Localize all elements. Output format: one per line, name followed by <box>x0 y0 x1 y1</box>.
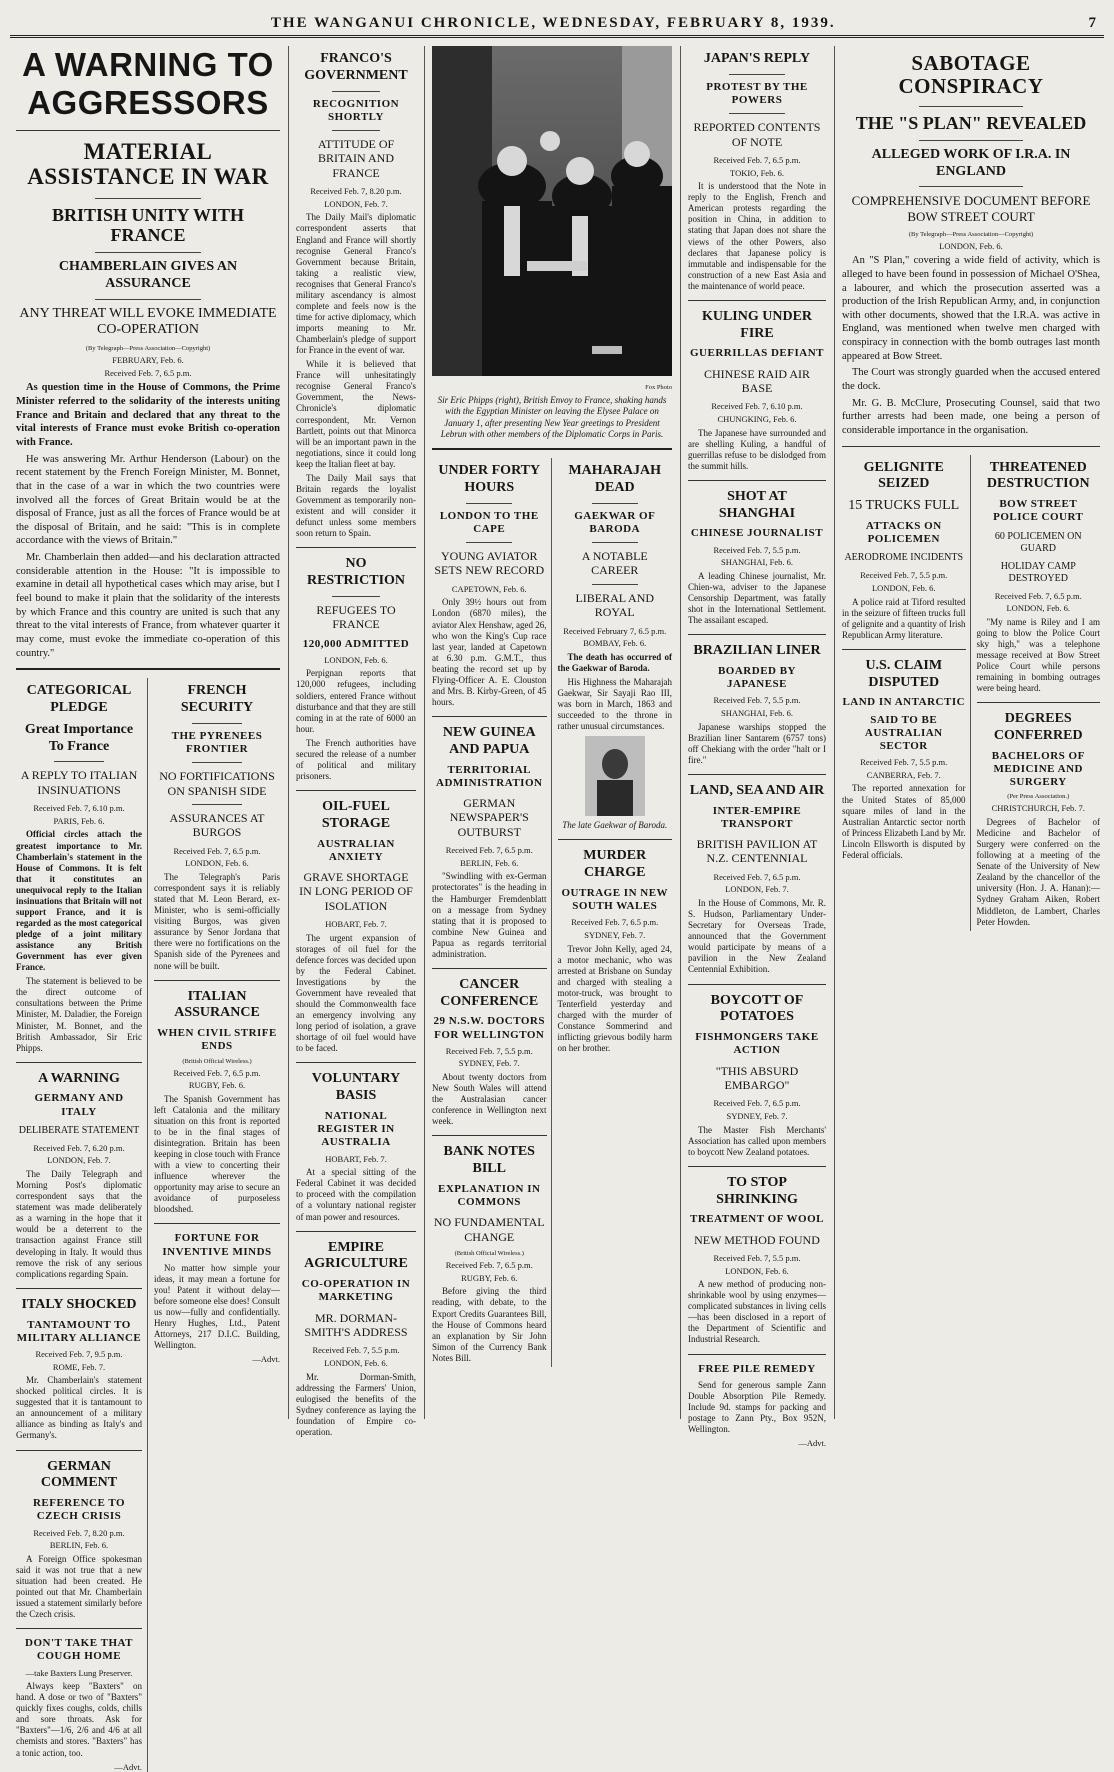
italy-shocked-dateline: ROME, Feb. 7. <box>52 1361 106 1372</box>
new-guinea-received: Received Feb. 7, 6.5 p.m. <box>445 845 533 856</box>
lead-headline: MATERIAL ASSISTANCE IN WAR <box>27 139 269 190</box>
under-forty-paragraph: Only 39½ hours out from London (6870 miles), the aviator Alex Henshaw, aged 26, who won the King's Cup race last year, landed at Capetown at 6.30 p.m. G.M.T., thus beating the record set up by Flying-Officer A. E. Clouston and Mrs. B. Kirby-Green, of 45 hours. <box>432 597 547 707</box>
oil-fuel-headline: OIL-FUEL STORAGE <box>321 799 391 831</box>
threatened-dateline: LONDON, Feb. 6. <box>1006 603 1070 614</box>
us-claim-deck: SAID TO BE AUSTRALIAN SECTOR <box>864 713 943 753</box>
french-security-deck-2: ASSURANCES AT BURGOS <box>169 810 265 840</box>
boycott-subheadline: FISHMONGERS TAKE ACTION <box>695 1031 819 1057</box>
degrees-headline: DEGREES CONFERRED <box>993 711 1083 744</box>
shanghai-paragraph: A leading Chinese journalist, Mr. Chien-wa, adviser to the Japanese Censorship Department, was fatally shot in the International Settlement. The assailant escaped. <box>688 570 826 626</box>
italy-shocked-headline: ITALY SHOCKED <box>21 1296 137 1312</box>
german-comment-subheadline: REFERENCE TO CZECH CRISIS <box>32 1497 126 1523</box>
us-claim-headline: U.S. CLAIM DISPUTED <box>865 657 943 690</box>
gelignite-subheadline: 15 TRUCKS FULL <box>848 498 960 514</box>
shanghai-received: Received Feb. 7, 5.5 p.m. <box>713 544 801 555</box>
brazilian-dateline: SHANGHAI, Feb. 6. <box>720 708 793 719</box>
german-comment-dateline: BERLIN, Feb. 6. <box>49 1540 109 1551</box>
us-claim-subheadline: LAND IN ANTARCTIC <box>842 696 966 709</box>
bank-notes-paragraph: Before giving the third reading, with debate, to the Export Credits Guarantees Bill, the House of Commons heard an explanation by Sir John Simon of the Currency Bank Notes Bill. <box>432 1286 547 1363</box>
cancer-dateline: SYDNEY, Feb. 7. <box>458 1058 520 1069</box>
kuling-deck: CHINESE RAID AIR BASE <box>703 366 810 395</box>
bank-notes-deck: NO FUNDAMENTAL CHANGE <box>433 1215 545 1244</box>
boycott-received: Received Feb. 7, 6.5 p.m. <box>713 1098 801 1109</box>
degrees-paragraph: Degrees of Bachelor of Medicine and Bachelor of Surgery were conferred on the following at a meeting of the Senate of the University of New Zealand by the chancellor of the university (Hon. J. A. Hanan):—Sydney Graham Aiken, Robert Middleton, de Lambert, Charles Peter Howden. <box>976 817 1100 927</box>
shrinking-subheadline: TREATMENT OF WOOL <box>689 1213 824 1226</box>
masthead-title: THE WANGANUI CHRONICLE, WEDNESDAY, FEBRUARY 8, 1939. <box>270 15 836 31</box>
pile-ad-body: Send for generous sample Zann Double Absorption Pile Remedy. Include 9d. stamps for packing and postage to Zann Pty., Box 952N, Wellington. <box>688 1379 826 1434</box>
boycott-paragraph: The Master Fish Merchants' Association has called upon members to boycott New Zealand potatoes. <box>688 1124 826 1157</box>
column-2 <box>290 46 422 1437</box>
new-guinea-paragraph: "Swindling with ex-German protectorates" is the heading in the Hamburger Fremdenblatt on a message from Sydney stating that it is proposed to combine New Guinea and Papua as regards territorial administration. <box>432 871 547 959</box>
cough-advertisement <box>16 1637 142 1772</box>
german-comment-received: Received Feb. 7, 8.20 p.m. <box>33 1527 125 1538</box>
photo-image <box>432 46 672 376</box>
degrees-dateline: CHRISTCHURCH, Feb. 7. <box>991 803 1085 814</box>
cough-ad-tag: —Advt. <box>114 1761 142 1772</box>
voluntary-subheadline: NATIONAL REGISTER IN AUSTRALIA <box>317 1110 395 1149</box>
sabotage-deck: ALLEGED WORK OF I.R.A. IN ENGLAND <box>871 146 1071 179</box>
sabotage-headline: SABOTAGE CONSPIRACY <box>898 51 1044 99</box>
franco-dateline: LONDON, Feb. 7. <box>324 198 388 209</box>
under-forty-dateline: CAPETOWN, Feb. 6. <box>451 583 527 594</box>
murder-dateline: SYDNEY, Feb. 7. <box>584 930 646 941</box>
degrees-credit: (Per Press Association.) <box>1007 793 1070 801</box>
boycott-headline: BOYCOTT OF POTATOES <box>710 992 804 1025</box>
empire-agri-dateline: LONDON, Feb. 6. <box>324 1357 388 1368</box>
oil-fuel-deck: GRAVE SHORTAGE IN LONG PERIOD OF ISOLATION <box>299 869 413 913</box>
inventive-ad-body: No matter how simple your ideas, it may mean a fortune for you! Patent it without delay—before someone else does! Consult us now—fully and confidentially. Henry Hughes, Ltd., Patent Attorneys, 217 D.I.C. Building, Wellington. <box>154 1262 280 1351</box>
lead-subheadline: BRITISH UNITY WITH FRANCE <box>51 204 245 246</box>
inventive-ad-headline: FORTUNE FOR INVENTIVE MINDS <box>162 1232 272 1258</box>
oil-fuel-dateline: HOBART, Feb. 7. <box>325 919 387 930</box>
cancer-received: Received Feb. 7, 5.5 p.m. <box>445 1045 533 1056</box>
voluntary-headline: VOLUNTARY BASIS <box>311 1071 401 1104</box>
gelignite-received: Received Feb. 7, 5.5 p.m. <box>860 570 948 581</box>
threatened-deck: 60 POLICEMEN ON GUARD <box>994 530 1082 554</box>
lead-column <box>10 46 286 1772</box>
kuling-subheadline: GUERRILLAS DEFIANT <box>690 347 824 360</box>
warning-subheadline: GERMANY AND ITALY <box>34 1092 124 1118</box>
shanghai-subheadline: CHINESE JOURNALIST <box>690 527 824 540</box>
no-restriction-paragraph: The French authorities have secured the release of a number of political and military prisoners. <box>296 737 416 781</box>
kuling-dateline: CHUNGKING, Feb. 6. <box>717 414 797 425</box>
under-forty-deck: YOUNG AVIATOR SETS NEW RECORD <box>434 548 545 578</box>
italy-shocked-received: Received Feb. 7, 9.5 p.m. <box>35 1348 123 1359</box>
land-sea-air-dateline: LONDON, Feb. 7. <box>725 884 789 895</box>
land-sea-air-headline: LAND, SEA AND AIR <box>689 782 825 798</box>
categorical-subheadline: Great Importance To France <box>24 721 134 754</box>
categorical-paragraph: The statement is believed to be the direct outcome of consultations between the Prime Minister, M. Daladier, the Foreign Minister, M. Bonnet, and the British Ambassador, Sir Eric Phipps. <box>16 976 142 1053</box>
empire-agri-subheadline: CO-OPERATION IN MARKETING <box>301 1278 411 1304</box>
cough-ad-headline: DON'T TAKE THAT COUGH HOME <box>25 1637 133 1663</box>
franco-received: Received Feb. 7, 8.20 p.m. <box>310 186 402 197</box>
kuling-received: Received Feb. 7, 6.10 p.m. <box>711 401 803 412</box>
us-claim-received: Received Feb. 7, 5.5 p.m. <box>860 757 948 768</box>
voluntary-paragraph: At a special sitting of the Federal Cabinet it was decided to proceed with the compilation of a voluntary national register of man power and resources. <box>296 1167 416 1222</box>
italian-assurance-subheadline: WHEN CIVIL STRIFE ENDS <box>157 1027 277 1053</box>
maharajah-subheadline: GAEKWAR OF BARODA <box>574 509 656 535</box>
no-restriction-deck: REFUGEES TO FRANCE <box>316 602 396 632</box>
warning-paragraph: The Daily Telegraph and Morning Post's diplomatic correspondent says that the statement was made deliberately as a warning in the hope that it would be a deterrent to the transaction against France still developing in Italy. It would thus remove the risk of any serious complications regarding Spain. <box>16 1169 142 1279</box>
center-right-column <box>558 458 673 1367</box>
new-guinea-headline: NEW GUINEA AND PAPUA <box>442 725 536 757</box>
gelignite-deck: ATTACKS ON POLICEMEN <box>865 520 942 546</box>
murder-received: Received Feb. 7, 6.5 p.m. <box>571 917 659 928</box>
lead-subcolumns <box>16 678 280 1772</box>
new-guinea-deck: GERMAN NEWSPAPER'S OUTBURST <box>449 795 529 839</box>
banner-headline: A WARNING TO AGGRESSORS <box>22 46 274 121</box>
shrinking-received: Received Feb. 7, 5.5 p.m. <box>713 1252 801 1263</box>
empire-agri-paragraph: Mr. Dorman-Smith, addressing the Farmers' Union, eulogised the benefits of the Sydney conference as laying the foundation of Empire co-operation. <box>296 1371 416 1437</box>
threatened-headline: THREATENED DESTRUCTION <box>986 459 1090 492</box>
us-claim-dateline: CANBERRA, Feb. 7. <box>866 769 941 780</box>
under-forty-subheadline: LONDON TO THE CAPE <box>439 509 539 535</box>
right-left-column <box>842 455 971 931</box>
shrinking-paragraph: A new method of producing non-shrinkable wool by using enzymes—complicated substances in living cells—has been disclosed in a report of the Department of Scientific and Industrial Research. <box>688 1279 826 1345</box>
news-photo <box>432 46 672 440</box>
italian-assurance-received: Received Feb. 7, 6.5 p.m. <box>173 1067 261 1078</box>
threatened-subheadline: BOW STREET POLICE COURT <box>993 498 1084 524</box>
categorical-received: Received Feb. 7, 6.10 p.m. <box>33 803 125 814</box>
bank-notes-headline: BANK NOTES BILL <box>443 1144 535 1177</box>
sabotage-paragraph: Mr. G. B. McClure, Prosecuting Counsel, said that two further arrests had been made, one being a person of considerable importance in the organisation. <box>842 397 1100 436</box>
kuling-headline: KULING UNDER FIRE <box>701 308 813 341</box>
franco-paragraph: The Daily Mail's diplomatic correspondent asserts that England and France will shortly recognise General Franco's Government because Britain, taking a realistic view, recognises that General Franco's military ascendancy is almost complete and feels now is the time for active diplomacy, which imports meaning to Mr. Chamberlain's pledge of support for France in the event of war. <box>296 212 416 356</box>
maharajah-paragraph: His Highness the Maharajah Gaekwar, Sir Sayaji Rao III, was born in March, 1863 and succeeded to the throne in rather unusual circumstances. <box>557 676 672 732</box>
maharajah-dateline: BOMBAY, Feb. 6. <box>583 638 647 649</box>
threatened-paragraph: "My name is Riley and I am going to blow the Police Court sky high," was a telephone message received at Bow Street Police Court while persons remaining in bombing outrages were being heard. <box>976 616 1100 694</box>
gelignite-dateline: LONDON, Feb. 6. <box>871 583 936 593</box>
warning-received: Received Feb. 7, 6.20 p.m. <box>33 1142 125 1153</box>
maharajah-deck: A NOTABLE CAREER <box>581 548 648 578</box>
lead-deck: CHAMBERLAIN GIVES AN ASSURANCE <box>58 258 238 291</box>
french-security-deck: NO FORTIFICATIONS ON SPANISH SIDE <box>159 769 275 798</box>
sabotage-credit: (By Telegraph—Press Association—Copyright) <box>908 230 1034 238</box>
column-5 <box>682 46 832 1449</box>
page-number: 7 <box>1088 15 1096 31</box>
brazilian-received: Received Feb. 7, 5.5 p.m. <box>713 695 801 706</box>
franco-paragraph: While it is believed that France will unhesitatingly recognise General Franco's Government, the News-Chronicle's diplomatic correspondent, Mr. Vernon Bartlett, points out that Minorca will be an important pawn in the negotiations, since it could long keep the Italian fleet at bay. <box>296 359 416 469</box>
land-sea-air-subheadline: INTER-EMPIRE TRANSPORT <box>712 804 802 830</box>
degrees-subheadline: BACHELORS OF MEDICINE AND SURGERY <box>991 749 1085 789</box>
brazilian-subheadline: BOARDED BY JAPANESE <box>717 665 797 691</box>
cancer-paragraph: About twenty doctors from New South Wales will attend the Australasian cancer conference in Wellington next week. <box>432 1072 547 1127</box>
maharajah-headline: MAHARAJAH DEAD <box>568 463 662 495</box>
french-security-paragraph: The Telegraph's Paris correspondent says it is reliably stated that M. Leon Berard, ex-Minister, who is semi-officially visiting Burgos, was given assurance by Senor Jordana that there were no fortifications on the Spanish side of the Pyrenees and none will be built. <box>154 872 280 971</box>
maharajah-deck-2: LIBERAL AND ROYAL <box>575 590 655 620</box>
murder-subheadline: OUTRAGE IN NEW SOUTH WALES <box>561 887 669 913</box>
center-left-column <box>432 458 552 1367</box>
shrinking-dateline: LONDON, Feb. 6. <box>725 1265 789 1276</box>
lead-received: Received Feb. 7, 6.5 p.m. <box>104 367 192 378</box>
lead-paragraph: Mr. Chamberlain then added—and his declaration attracted considerable attention in the House: "It is impossible to examine in detail all hypothetical cases which may arise, but I feel bound to make it plain that the solidarity of the interests by which France and this country are united is such that any threat to the vital interests of France, from whatever quarter it may come, must evoke the immediate co-operation of this country." <box>16 552 280 659</box>
land-sea-air-deck: BRITISH PAVILION AT N.Z. CENTENNIAL <box>696 837 818 866</box>
categorical-headline: CATEGORICAL PLEDGE <box>26 683 132 716</box>
subcolumn-left <box>16 678 148 1772</box>
center-subcolumns <box>432 458 672 1367</box>
maharajah-caption: The late Gaekwar of Baroda. <box>562 820 668 831</box>
land-sea-air-paragraph: In the House of Commons, Mr. R. S. Hudson, Parliamentary Under-Secretary for Overseas Trade, announced that the Government would participate by means of a pavilion in the New Zealand Centennial Exhibition. <box>688 898 826 975</box>
italy-shocked-subheadline: TANTAMOUNT TO MILITARY ALLIANCE <box>16 1318 142 1344</box>
categorical-paragraph: Official circles attach the greatest importance to Mr. Chamberlain's statement in the House of Commons. It is felt that it constitutes an unequivocal reply to the Italian insinuations that Britain will not support France, and it is regarded as the most categorical pledge of a joint military assistance any British Government has ever given France. <box>16 829 142 973</box>
cough-ad-line: —take Baxters Lung Preserver. <box>25 1667 133 1678</box>
franco-paragraph: The Daily Mail says that Britain regards the loyalist Government as temporarily non-existent and will consider it defunct unless some members soon return to Spain. <box>296 472 416 539</box>
warning-dateline: LONDON, Feb. 7. <box>47 1155 111 1166</box>
warning-deck: DELIBERATE STATEMENT <box>18 1124 140 1136</box>
cancer-subheadline: 29 N.S.W. DOCTORS FOR WELLINGTON <box>433 1015 545 1041</box>
french-security-dateline: LONDON, Feb. 6. <box>185 858 249 869</box>
shrinking-headline: TO STOP SHRINKING <box>716 1174 798 1207</box>
land-sea-air-received: Received Feb. 7, 6.5 p.m. <box>713 871 801 882</box>
gelignite-headline: GELIGNITE SEIZED <box>863 459 944 492</box>
threatened-deck-2: HOLIDAY CAMP DESTROYED <box>1000 560 1076 584</box>
italian-assurance-dateline: RUGBY, Feb. 6. <box>188 1080 246 1091</box>
warning-headline: A WARNING <box>38 1070 120 1086</box>
murder-paragraph: Trevor John Kelly, aged 24, a motor mechanic, who was arrested at Brisbane on Sunday and charged with stealing a motor-truck, was brought to Tenterfield yesterday and charged with the murder of Constance Sommerind and inflicting grievous bodily harm on her brother. <box>557 943 672 1054</box>
french-security-headline: FRENCH SECURITY <box>180 683 254 716</box>
oil-fuel-subheadline: AUSTRALIAN ANXIETY <box>317 837 395 863</box>
lead-paragraph: He was answering Mr. Arthur Henderson (Labour) on the recent statement by the French Foreign Minister, M. Bonnet, that in the case of a war in which the two countries were involved all the forces of Great Britain would be at the disposal of France, just as all the forces of France would be at the disposal of Britain, and he said: "This is in complete accordance with the views of Britain." <box>16 453 280 547</box>
categorical-dateline: PARIS, Feb. 6. <box>53 815 105 826</box>
subcolumn-right <box>154 678 280 1772</box>
threatened-received: Received Feb. 7, 6.5 p.m. <box>994 590 1082 601</box>
categorical-deck: A REPLY TO ITALIAN INSINUATIONS <box>20 768 138 797</box>
maharajah-paragraph: The death has occurred of the Gaekwar of Baroda. <box>557 651 672 673</box>
under-forty-headline: UNDER FORTY HOURS <box>438 463 541 495</box>
empire-agri-headline: EMPIRE AGRICULTURE <box>304 1239 408 1272</box>
cancer-headline: CANCER CONFERENCE <box>440 976 539 1009</box>
inventive-advertisement <box>154 1232 280 1365</box>
right-block <box>836 46 1106 1419</box>
no-restriction-paragraph: Perpignan reports that 120,000 refugees, including soldiers, entered France without disturbance and that they are still coming in at the rate of 6000 an hour. <box>296 668 416 734</box>
italian-assurance-paragraph: The Spanish Government has left Catalonia and the military situation on this front is reported to be in the final stages of disintegration. Britain has been keeping in close touch with France with a view to concerting their influence wherever the opportunity may arise to secure an avoidance of purposeless bloodshed. <box>154 1093 280 1215</box>
lead-paragraph: As question time in the House of Commons, the Prime Minister referred to the solidarity of the interests uniting France and Britain and declared that any threat to the vital interests of France must evoke British co-operation with France. <box>16 382 280 448</box>
brazilian-headline: BRAZILIAN LINER <box>693 643 821 659</box>
us-claim-paragraph: The reported annexation for the United States of 85,000 square miles of land in the Australian Antarctic sector north of Princess Elizabeth Land by Mr. Lincoln Ellsworth is disputed by Federal officials. <box>842 783 966 860</box>
sabotage-deck-2: COMPREHENSIVE DOCUMENT BEFORE BOW STREET COURT <box>851 193 1091 225</box>
italian-assurance-credit: (British Official Wireless.) <box>182 1057 252 1065</box>
gelignite-deck-2: AERODROME INCIDENTS <box>844 552 964 564</box>
kuling-paragraph: The Japanese have surrounded and are shelling Kuling, a handful of guerrillas refuse to be dislodged from the summit hills. <box>688 427 826 471</box>
bank-notes-subheadline: EXPLANATION IN COMMONS <box>438 1183 541 1209</box>
empire-agri-deck: MR. DORMAN-SMITH'S ADDRESS <box>304 1310 408 1339</box>
japans-reply-deck: REPORTED CONTENTS OF NOTE <box>693 120 821 149</box>
no-restriction-headline: NO RESTRICTION <box>306 556 406 588</box>
lead-dateline: FEBRUARY, Feb. 6. <box>112 355 184 366</box>
shrinking-deck: NEW METHOD FOUND <box>694 1232 820 1247</box>
masthead <box>10 8 1104 38</box>
japans-reply-paragraph: It is understood that the Note in reply to the English, French and American protests regarding the position in China, in addition to stating that Japan does not share the views of the other Powers, also declares that Japanese policy is immutable and indispensable for the construction of a new East Asia and the maintenance of world peace. <box>688 181 826 291</box>
bank-notes-received: Received Feb. 7, 6.5 p.m. <box>445 1260 533 1271</box>
shanghai-dateline: SHANGHAI, Feb. 6. <box>720 557 793 568</box>
oil-fuel-paragraph: The urgent expansion of storages of oil fuel for the defence forces was decided upon by the Federal Cabinet. Investigations by the Government have revealed that should the Commonwealth face an emergency involving any long period of isolation, a grave shortage of oil fuel would have to be faced. <box>296 932 416 1054</box>
lead-deck-2: ANY THREAT WILL EVOKE IMMEDIATE CO-OPERATION <box>19 305 277 338</box>
franco-deck: ATTITUDE OF BRITAIN AND FRANCE <box>317 136 395 180</box>
inventive-ad-tag: —Advt. <box>252 1354 280 1365</box>
photo-caption: Sir Eric Phipps (right), British Envoy to France, shaking hands with the Egyptian Minister on leaving the Elysee Palace on January 1, after presenting New Year greetings to President Lebrun with other members of the Diplomatic Corps in Paris. <box>437 395 667 439</box>
franco-headline: FRANCO'S GOVERNMENT <box>304 51 408 83</box>
new-guinea-subheadline: TERRITORIAL ADMINISTRATION <box>436 763 543 789</box>
german-comment-paragraph: A Foreign Office spokesman said it was not true that a new situation had been created. He pointed out that Mr. Chamberlain issued a statement similarly before the Czech crisis. <box>16 1553 142 1620</box>
pile-ad-headline: FREE PILE REMEDY <box>698 1362 816 1375</box>
no-restriction-dateline: LONDON, Feb. 6. <box>324 654 388 665</box>
japans-reply-dateline: TOKIO, Feb. 6. <box>730 167 784 178</box>
maharajah-received: Received February 7, 6.5 p.m. <box>563 625 667 636</box>
gelignite-paragraph: A police raid at Tiford resulted in the seizure of fifteen trucks full of gelignite and a quantity of Irish Republican Army literature. <box>842 596 966 640</box>
brazilian-paragraph: Japanese warships stopped the Brazilian liner Santarem (6757 tons) off Chekiang with the order "halt or I fire." <box>688 721 826 765</box>
right-subcolumns <box>842 455 1100 931</box>
german-comment-headline: GERMAN COMMENT <box>40 1458 118 1491</box>
voluntary-dateline: HOBART, Feb. 7. <box>325 1153 387 1164</box>
bank-notes-dateline: RUGBY, Feb. 6. <box>461 1272 518 1283</box>
boycott-deck: "THIS ABSURD EMBARGO" <box>715 1063 799 1092</box>
sabotage-subheadline: THE "S PLAN" REVEALED <box>855 113 1087 134</box>
italian-assurance-headline: ITALIAN ASSURANCE <box>174 988 260 1021</box>
bank-notes-credit: (British Official Wireless.) <box>454 1250 524 1258</box>
no-restriction-subheadline: 120,000 ADMITTED <box>302 637 410 650</box>
new-guinea-dateline: BERLIN, Feb. 6. <box>460 857 519 868</box>
empire-agri-received: Received Feb. 7, 5.5 p.m. <box>312 1345 400 1356</box>
right-right-column <box>977 455 1101 931</box>
cough-ad-body: Always keep "Baxters" on hand. A dose or two of "Baxters" quickly fixes coughs, colds, chills and sore throats. Ask for "Baxters"—1/6, 2/6 and 4/6 at all chemists and stores. "Baxters" has a tonic action, too. <box>16 1681 142 1758</box>
french-security-received: Received Feb. 7, 6.5 p.m. <box>173 845 261 856</box>
boycott-dateline: SYDNEY, Feb. 7. <box>726 1110 788 1121</box>
sabotage-paragraph: The Court was strongly guarded when the accused entered the dock. <box>842 367 1100 393</box>
murder-headline: MURDER CHARGE <box>583 848 647 881</box>
photo-credit: Fox Photo <box>645 384 672 391</box>
center-block <box>426 46 678 1419</box>
franco-subheadline: RECOGNITION SHORTLY <box>312 97 400 123</box>
sabotage-paragraph: An "S Plan," covering a wide field of activity, which is alleged to have been found in possession of Michael O'Shea, a labourer, and which the prosecution asserted was a production of the Irish Republican Army, and, in conjunction with other documents, showed that the I.R.A. was active in England, was mentioned when twelve men charged with conspiracy in connection with the bomb outrages last month appeared at Bow Street. <box>842 255 1100 362</box>
japans-reply-headline: JAPAN'S REPLY <box>703 51 811 66</box>
japans-reply-received: Received Feb. 7, 6.5 p.m. <box>713 154 801 165</box>
italy-shocked-paragraph: Mr. Chamberlain's statement shocked political circles. It is suggested that it is tantamount to an announcement of a military alliance as binding as Italy's and Germany's. <box>16 1375 142 1441</box>
maharajah-portrait <box>585 736 645 816</box>
pile-advertisement <box>688 1363 826 1449</box>
lead-credit: (By Telegraph—Press Association—Copyright) <box>85 345 211 353</box>
shanghai-headline: SHOT AT SHANGHAI <box>718 488 796 521</box>
sabotage-dateline: LONDON, Feb. 6. <box>939 240 1003 251</box>
french-security-subheadline: THE PYRENEES FRONTIER <box>171 729 263 755</box>
japans-reply-subheadline: PROTEST BY THE POWERS <box>706 80 808 106</box>
pile-ad-tag: —Advt. <box>798 1438 826 1449</box>
